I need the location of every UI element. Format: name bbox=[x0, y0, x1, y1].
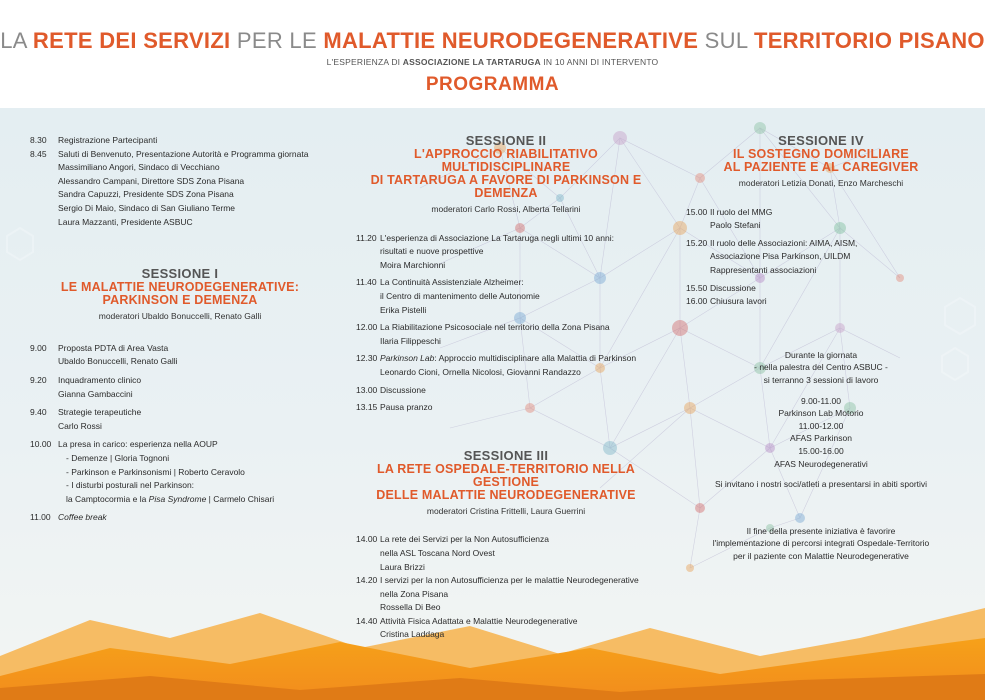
speaker: Gianna Gambaccini bbox=[58, 388, 133, 399]
talk-subitem: - Demenze bbox=[66, 452, 108, 463]
schedule-row bbox=[356, 304, 656, 318]
subtitle-part: L'ESPERIENZA DI bbox=[326, 57, 403, 67]
speaker: Ubaldo Bonuccelli, Renato Galli bbox=[58, 356, 178, 367]
talk-title: La rete dei Servizi per la Non Autosufficienza bbox=[380, 534, 549, 545]
schedule-row bbox=[30, 511, 330, 525]
purpose-note bbox=[686, 525, 956, 563]
workshop-name: AFAS Parkinson bbox=[790, 433, 852, 444]
time-label: 15.20 bbox=[686, 237, 708, 248]
subtitle-part: IN 10 ANNI DI INTERVENTO bbox=[540, 57, 659, 67]
speaker: Laura Mazzanti, Presidente ASBUC bbox=[58, 216, 193, 227]
workshop-info bbox=[686, 349, 956, 491]
session-moderators: moderatori Carlo Rossi, Alberta Tellarini bbox=[431, 204, 581, 214]
time-label: 13.00 bbox=[356, 384, 378, 395]
title-part: SUL bbox=[698, 28, 754, 53]
talk-subitem: - Parkinson e Parkinsonismi bbox=[66, 466, 172, 477]
talk-title: La Riabilitazione Psicosociale nel territorio della Zona Pisana bbox=[380, 322, 610, 333]
info-line: Durante la giornata bbox=[784, 349, 858, 360]
talk-title: Chiusura lavori bbox=[710, 296, 767, 307]
talk-title: nella ASL Toscana Nord Ovest bbox=[380, 547, 495, 558]
session-moderators: moderatori Ubaldo Bonuccelli, Renato Galli bbox=[98, 311, 262, 322]
schedule-row bbox=[356, 588, 656, 602]
talk-title: Attività Fisica Adattata e Malattie Neurodegenerative bbox=[380, 615, 578, 626]
speaker: Paolo Stefani bbox=[710, 220, 761, 231]
time-label: 12.30 bbox=[356, 353, 378, 364]
schedule-row bbox=[686, 295, 956, 309]
talk-title: Discussione bbox=[380, 384, 426, 395]
title-highlight: TERRITORIO PISANO bbox=[753, 28, 985, 53]
schedule-row bbox=[356, 574, 656, 588]
schedule-row bbox=[356, 259, 656, 273]
talk-title: nella Zona Pisana bbox=[380, 588, 449, 599]
session-2-items bbox=[356, 232, 656, 415]
schedule-row bbox=[30, 148, 330, 162]
session-4-items bbox=[686, 206, 956, 309]
schedule-row bbox=[356, 352, 656, 366]
schedule-row bbox=[30, 493, 330, 507]
coffee-break: Coffee break bbox=[58, 512, 107, 523]
session-3-items bbox=[356, 533, 656, 642]
schedule-row bbox=[30, 452, 330, 466]
title-part: PER LE bbox=[230, 28, 324, 53]
time-label: 11.40 bbox=[356, 277, 377, 288]
time-label: 9.20 bbox=[30, 374, 47, 385]
talk-title: Associazione Pisa Parkinson, UILDM bbox=[710, 251, 851, 262]
left-column bbox=[30, 134, 330, 525]
speaker: Moira Marchionni bbox=[380, 259, 446, 270]
info-line: - nella palestra del Centro ASBUC - bbox=[754, 362, 888, 373]
schedule-row bbox=[30, 161, 330, 175]
speaker: Massimiliano Angori, Sindaco di Vecchiano bbox=[58, 162, 220, 173]
schedule-row bbox=[686, 264, 956, 278]
right-column bbox=[686, 134, 956, 562]
schedule-row bbox=[356, 615, 656, 629]
page-title bbox=[0, 28, 985, 54]
schedule-row bbox=[30, 374, 330, 388]
talk-title: Pausa pranzo bbox=[380, 402, 433, 413]
purpose-line: Il fine della presente iniziativa è favorire bbox=[746, 525, 896, 536]
schedule-row bbox=[356, 401, 656, 415]
schedule-row bbox=[30, 388, 330, 402]
session-1-items bbox=[30, 342, 330, 525]
talk-title-italic: Parkinson Lab bbox=[380, 353, 435, 364]
talk-title: La presa in carico: esperienza nella AOUP bbox=[58, 439, 218, 450]
subtitle-bold: ASSOCIAZIONE LA TARTARUGA bbox=[402, 57, 541, 67]
session-heading: SESSIONE I bbox=[141, 266, 219, 282]
speaker: | Carmelo Chisari bbox=[206, 493, 275, 504]
time-label: 14.40 bbox=[356, 615, 378, 626]
session-3-header bbox=[356, 449, 656, 519]
session-heading: SESSIONE II bbox=[465, 133, 547, 148]
schedule-row bbox=[356, 561, 656, 575]
session-title: IL SOSTEGNO DOMICILIARE bbox=[733, 147, 909, 161]
talk-title: Discussione bbox=[710, 282, 756, 293]
speaker: Erika Pistelli bbox=[380, 304, 427, 315]
schedule-row bbox=[356, 321, 656, 335]
session-title: LE MALATTIE NEURODEGENERATIVE: bbox=[60, 280, 300, 295]
schedule-row bbox=[30, 406, 330, 420]
title-part: LA bbox=[0, 28, 33, 53]
schedule-row bbox=[30, 466, 330, 480]
time-label: 13.15 bbox=[356, 402, 378, 413]
schedule-row bbox=[30, 420, 330, 434]
invite-note: Si invitano i nostri soci/atleti a presentarsi in abiti sportivi bbox=[714, 479, 928, 490]
talk-subitem: - I disturbi posturali nel Parkinson: bbox=[66, 480, 195, 491]
workshop-name: Parkinson Lab Motorio bbox=[778, 408, 864, 419]
workshop-time: 11.00-12.00 bbox=[798, 420, 844, 431]
schedule-row bbox=[356, 276, 656, 290]
workshop-time: 15.00-16.00 bbox=[798, 445, 844, 456]
schedule-row bbox=[356, 628, 656, 642]
speaker: Rappresentanti associazioni bbox=[710, 264, 817, 275]
title-highlight: RETE DEI SERVIZI bbox=[32, 28, 231, 53]
time-label: 14.00 bbox=[356, 534, 378, 545]
schedule-row bbox=[686, 237, 956, 251]
schedule-row bbox=[30, 188, 330, 202]
schedule-text: Saluti di Benvenuto, Presentazione Autorità e Programma giornata bbox=[58, 148, 309, 159]
speaker: Rossella Di Beo bbox=[380, 602, 441, 613]
talk-title: Inquadramento clinico bbox=[58, 374, 142, 385]
speaker: Ilaria Filippeschi bbox=[380, 335, 441, 346]
session-moderators: moderatori Letizia Donati, Enzo Marcheschi bbox=[738, 178, 904, 188]
schedule-row bbox=[30, 438, 330, 452]
time-label: 11.20 bbox=[356, 232, 377, 243]
talk-title: : Approccio multidisciplinare alla Malattia di Parkinson bbox=[434, 353, 637, 364]
schedule-row bbox=[30, 216, 330, 230]
speaker: Carlo Rossi bbox=[58, 420, 102, 431]
talk-title: Strategie terapeutiche bbox=[58, 407, 142, 418]
speaker: Sandra Capuzzi, Presidente SDS Zona Pisana bbox=[58, 189, 234, 200]
schedule-row bbox=[686, 219, 956, 233]
schedule-row bbox=[30, 175, 330, 189]
session-title: DELLE MALATTIE NEURODEGENERATIVE bbox=[376, 487, 636, 502]
session-title: L'APPROCCIO RIABILITATIVO MULTIDISCIPLINARE bbox=[414, 147, 598, 174]
schedule-row bbox=[356, 335, 656, 349]
schedule-row bbox=[356, 290, 656, 304]
talk-title: il Centro di mantenimento delle Autonomie bbox=[380, 290, 540, 301]
time-label: 9.00 bbox=[30, 342, 47, 353]
schedule-row bbox=[30, 479, 330, 493]
talk-title: La Continuità Assistenziale Alzheimer: bbox=[380, 277, 524, 288]
talk-title: L'esperienza di Associazione La Tartaruga negli ultimi 10 anni: bbox=[380, 232, 614, 243]
info-line: si terranno 3 sessioni di lavoro bbox=[763, 374, 879, 385]
time-label: 12.00 bbox=[356, 322, 378, 333]
schedule-row bbox=[30, 202, 330, 216]
workshop-time: 9.00-11.00 bbox=[800, 395, 841, 406]
time-label: 14.20 bbox=[356, 575, 378, 586]
time-label: 9.40 bbox=[30, 407, 47, 418]
schedule-row bbox=[356, 384, 656, 398]
time-label: 16.00 bbox=[686, 296, 708, 307]
programma-heading: PROGRAMMA bbox=[425, 74, 560, 95]
time-label: 15.00 bbox=[686, 206, 708, 217]
talk-subitem: la Camptocormia e la bbox=[66, 493, 149, 504]
schedule-text: Registrazione Partecipanti bbox=[58, 135, 158, 145]
speaker: Alessandro Campani, Direttore SDS Zona Pisana bbox=[58, 175, 245, 186]
schedule-row bbox=[30, 355, 330, 369]
session-moderators: moderatori Cristina Frittelli, Laura Guerrini bbox=[426, 505, 586, 516]
talk-title: risultati e nuove prospettive bbox=[380, 246, 484, 257]
speaker: Leonardo Cioni, Ornella Nicolosi, Giovanni Randazzo bbox=[380, 366, 581, 377]
talk-title: Proposta PDTA di Area Vasta bbox=[58, 342, 169, 353]
session-2-header bbox=[356, 134, 656, 217]
speaker: | Gloria Tognoni bbox=[107, 452, 170, 463]
time-label: 8.45 bbox=[30, 148, 47, 159]
schedule-row bbox=[356, 245, 656, 259]
time-label: 11.00 bbox=[30, 512, 51, 523]
session-1-header bbox=[30, 267, 330, 324]
talk-subitem-italic: Pisa Syndrome bbox=[148, 493, 207, 504]
session-title: PARKINSON E DEMENZA bbox=[102, 293, 258, 308]
schedule-row bbox=[686, 206, 956, 220]
speaker: | Roberto Ceravolo bbox=[171, 466, 245, 477]
schedule-row bbox=[356, 366, 656, 380]
schedule-row bbox=[356, 547, 656, 561]
speaker: Cristina Laddaga bbox=[380, 629, 445, 640]
session-title: AL PAZIENTE E AL CAREGIVER bbox=[723, 160, 919, 174]
header bbox=[0, 0, 985, 108]
schedule-row bbox=[356, 533, 656, 547]
speaker: Laura Brizzi bbox=[380, 561, 425, 572]
time-label: 15.50 bbox=[686, 282, 708, 293]
time-label: 8.30 bbox=[30, 135, 47, 145]
time-label: 10.00 bbox=[30, 439, 52, 450]
talk-title: Il ruolo del MMG bbox=[710, 206, 773, 217]
schedule-row bbox=[686, 250, 956, 264]
middle-column bbox=[356, 134, 656, 642]
talk-title: Il ruolo delle Associazioni: AIMA, AISM, bbox=[710, 237, 858, 248]
purpose-line: per il paziente con Malattie Neurodegenerative bbox=[733, 550, 909, 561]
session-heading: SESSIONE IV bbox=[778, 133, 864, 148]
session-title: DI TARTARUGA A FAVORE DI PARKINSON E DEMENZA bbox=[370, 173, 642, 200]
title-highlight: MALATTIE NEURODEGENERATIVE bbox=[323, 28, 699, 53]
schedule-row bbox=[30, 342, 330, 356]
schedule-row bbox=[356, 232, 656, 246]
schedule-row bbox=[30, 134, 330, 148]
schedule-row bbox=[686, 282, 956, 296]
workshop-name: AFAS Neurodegenerativi bbox=[774, 458, 868, 469]
speaker: Sergio Di Maio, Sindaco di San Giuliano Terme bbox=[58, 202, 236, 213]
session-4-header bbox=[686, 134, 956, 191]
schedule-row bbox=[356, 601, 656, 615]
session-title: LA RETE OSPEDALE-TERRITORIO NELLA GESTIONE bbox=[377, 461, 635, 489]
purpose-line: l'implementazione di percorsi integrati Ospedale-Territorio bbox=[712, 538, 930, 549]
page-subtitle bbox=[0, 57, 985, 67]
talk-title: I servizi per la non Autosufficienza per le malattie Neurodegenerative bbox=[380, 575, 639, 586]
session-heading: SESSIONE III bbox=[463, 447, 549, 463]
